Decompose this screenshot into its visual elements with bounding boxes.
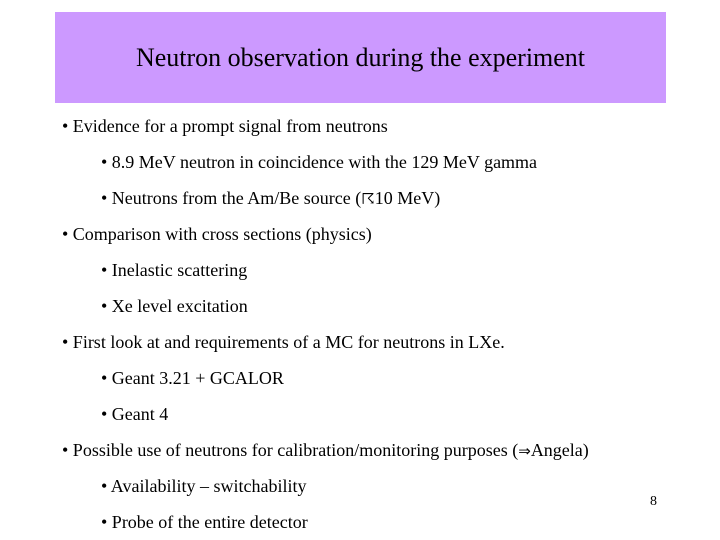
bullet-calibration-monitoring	[62, 440, 589, 461]
am-be-source-text: • Neutrons from the Am/Be source (	[101, 188, 362, 208]
sub-bullet-inelastic-scattering: • Inelastic scattering	[101, 260, 248, 280]
page-number: 8	[650, 494, 657, 509]
sub-bullet-geant-3-21: • Geant 3.21 + GCALOR	[101, 368, 284, 388]
bullet-cross-sections: • Comparison with cross sections (physics)	[62, 224, 372, 244]
sub-bullet-geant-4: • Geant 4	[101, 404, 169, 424]
slide-title: Neutron observation during the experiment	[135, 42, 586, 72]
bullet-mc-requirements: • First look at and requirements of a MC for neutrons in LXe.	[62, 332, 505, 352]
bullet-evidence-prompt-signal: • Evidence for a prompt signal from neutrons	[62, 116, 388, 136]
calibration-person: Angela)	[530, 440, 589, 460]
title-banner	[55, 12, 666, 103]
calibration-text: • Possible use of neutrons for calibration/monitoring purposes (	[62, 440, 519, 460]
sub-bullet-availability: • Availability – switchability	[101, 476, 307, 496]
sub-bullet-am-be-source	[101, 188, 440, 209]
sub-bullet-8-9-mev-neutron: • 8.9 MeV neutron in coincidence with the 129 MeV gamma	[101, 152, 538, 172]
sub-bullet-xe-level-excitation: • Xe level excitation	[101, 296, 248, 316]
am-be-source-energy: 10 MeV)	[374, 188, 441, 208]
approx-arrow-icon: ☈	[361, 190, 375, 208]
implies-arrow-icon: ⇒	[518, 442, 531, 460]
sub-bullet-probe-detector: • Probe of the entire detector	[101, 512, 308, 532]
